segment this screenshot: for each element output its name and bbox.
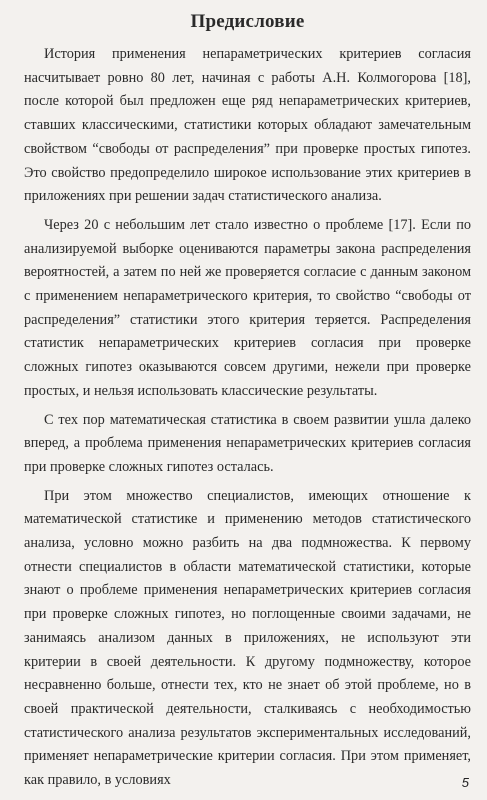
paragraph-2: Через 20 с небольшим лет стало известно о проблеме [17]. Если по анализируемой выборке оцениваются параметры закона распределения вероятностей, а затем по ней же проверяется согласие с данным законом с применением непараметрического критерия, то свойство “свободы от распределения” статистики этого критерия теряется. Распределения статистик непараметрических критериев согласия при проверке сложных гипотез оказываются совсем другими, нежели при проверке простых, и нельзя использовать классические результаты.	[24, 216, 471, 399]
paragraph-1: История применения непараметрических критериев согласия насчитывает ровно 80 лет, начиная с работы А.Н. Колмогорова [18], после которой был предложен еще ряд непараметрических критериев, ставших классическими, статистики которых обладают замечательным свойством “свободы от распределения” при проверке простых гипотез. Это свойство предопределило широкое использование этих критериев в приложениях при решении задач статистического анализа.	[24, 46, 471, 205]
page-number: 5	[461, 775, 469, 790]
page-title: Предисловие	[190, 11, 305, 32]
paragraph-3: С тех пор математическая статистика в своем развитии ушла далеко вперед, а проблема применения непараметрических критериев согласия при проверке сложных гипотез осталась.	[24, 411, 471, 475]
paragraph-4: При этом множество специалистов, имеющих отношение к математической статистике и применению методов статистического анализа, условно можно разбить на два подмножества. К первому отнести специалистов в области математической статистики, которые знают о проблеме применения непараметрических критериев согласия при проверке сложных гипотез, но поглощенные своими задачами, не занимаясь анализом данных в приложениях, не используют эти критерии в своей деятельности. К другому подмножеству, которое несравненно больше, отнести тех, кто не знает об этой проблеме, но в своей практической деятельности, сталкиваясь с необходимостью статистического анализа результатов экспериментальных исследований, применяет непараметрические критерии согласия. При этом применяет, как правило, в условиях	[24, 487, 471, 789]
